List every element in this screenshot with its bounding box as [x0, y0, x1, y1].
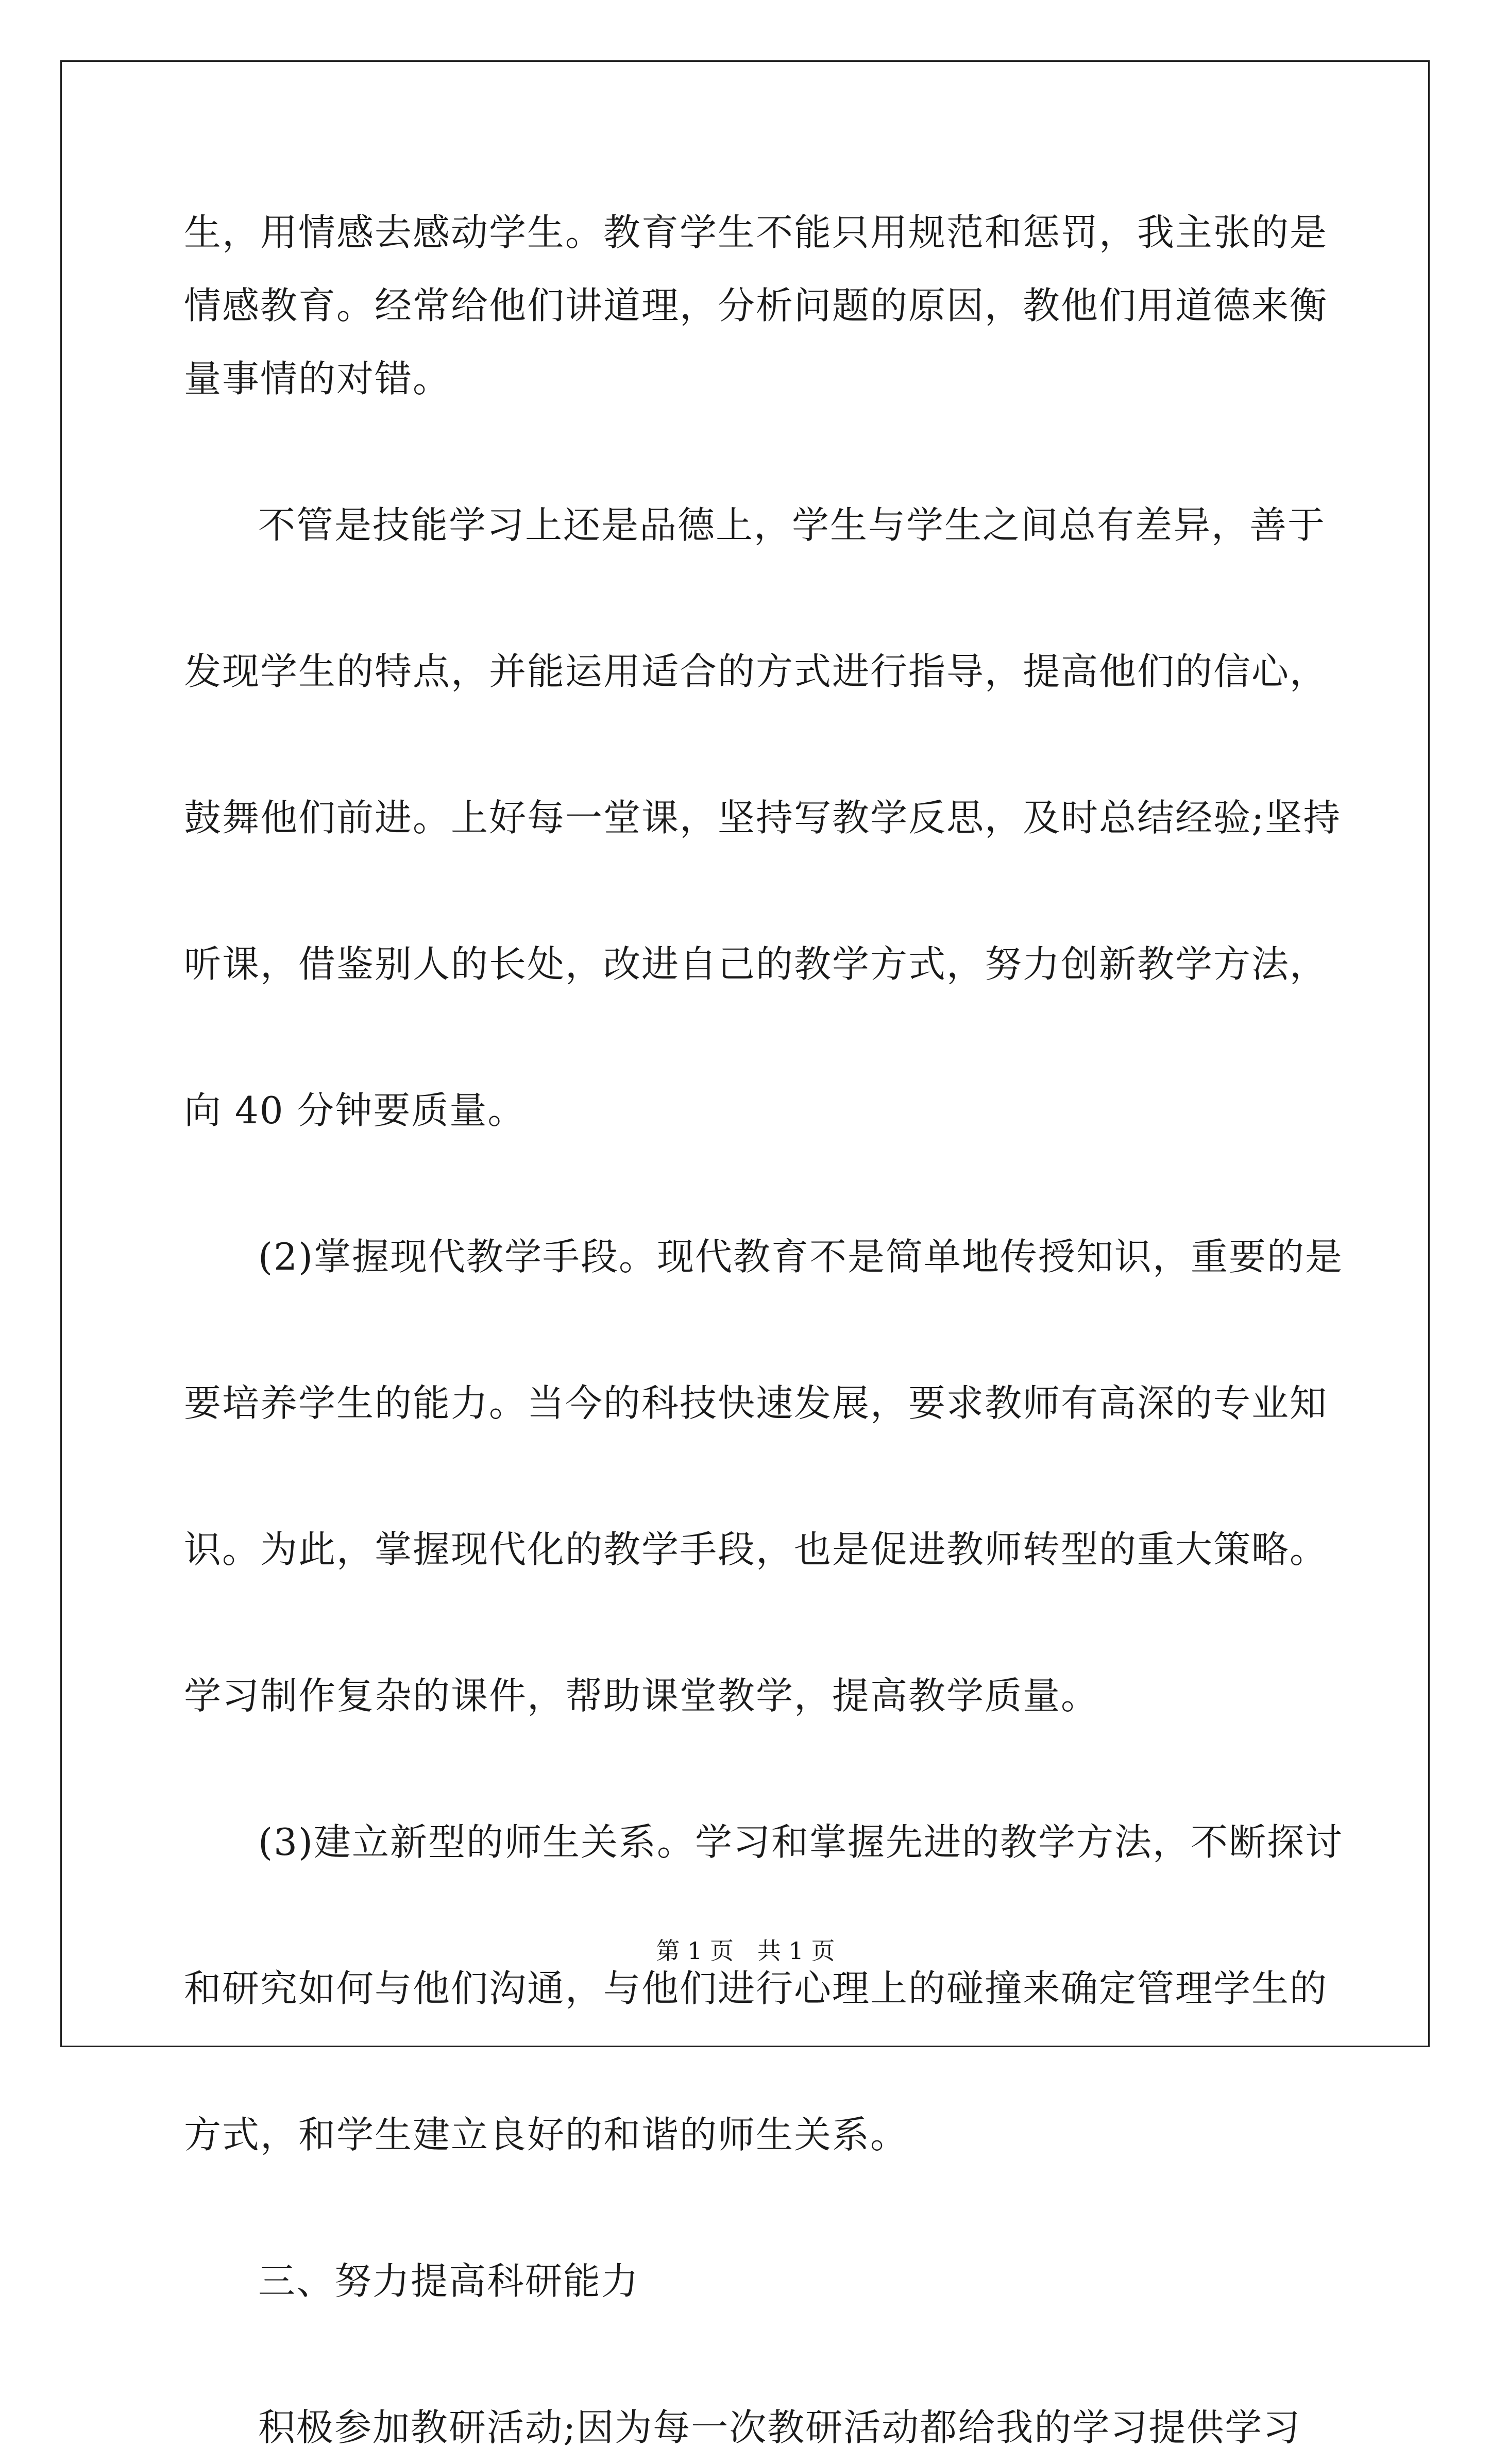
document-body — [184, 196, 1343, 2464]
section-heading: 三、努力提高科研能力 — [258, 2259, 640, 2303]
text-line: 鼓舞他们前进。上好每一堂课，坚持写教学反思，及时总结经验;坚持 — [184, 796, 1342, 839]
text-line: (2)掌握现代教学手段。现代教育不是简单地传授知识，重要的是 — [258, 1235, 1343, 1278]
text-line: 学习制作复杂的课件，帮助课堂教学，提高教学质量。 — [184, 1674, 1099, 1717]
text-line: 要培养学生的能力。当今的科技快速发展，要求教师有高深的专业知 — [184, 1381, 1328, 1425]
text-line: 积极参加教研活动;因为每一次教研活动都给我的学习提供学习 — [258, 2406, 1301, 2449]
text-line: (3)建立新型的师生关系。学习和掌握先进的教学方法，不断探讨 — [258, 1820, 1343, 1864]
text-line: 不管是技能学习上还是品德上，学生与学生之间总有差异，善于 — [258, 503, 1326, 547]
page-number: 第 1 页 共 1 页 — [656, 1937, 835, 1965]
text-line: 向 40 分钟要质量。 — [184, 1089, 526, 1132]
text-line: 识。为此，掌握现代化的教学手段，也是促进教师转型的重大策略。 — [184, 1528, 1328, 1571]
text-line: 听课，借鉴别人的长处，改进自己的教学方式，努力创新教学方法， — [184, 942, 1328, 986]
text-line: 生，用情感去感动学生。教育学生不能只用规范和惩罚，我主张的是 — [184, 211, 1328, 254]
text-line: 方式，和学生建立良好的和谐的师生关系。 — [184, 2113, 909, 2156]
text-line: 量事情的对错。 — [184, 357, 451, 400]
text-line: 发现学生的特点，并能运用适合的方式进行指导，提高他们的信心， — [184, 650, 1328, 693]
text-line: 和研究如何与他们沟通，与他们进行心理上的碰撞来确定管理学生的 — [184, 1967, 1328, 2010]
text-line: 情感教育。经常给他们讲道理，分析问题的原因，教他们用道德来衡 — [184, 284, 1328, 327]
